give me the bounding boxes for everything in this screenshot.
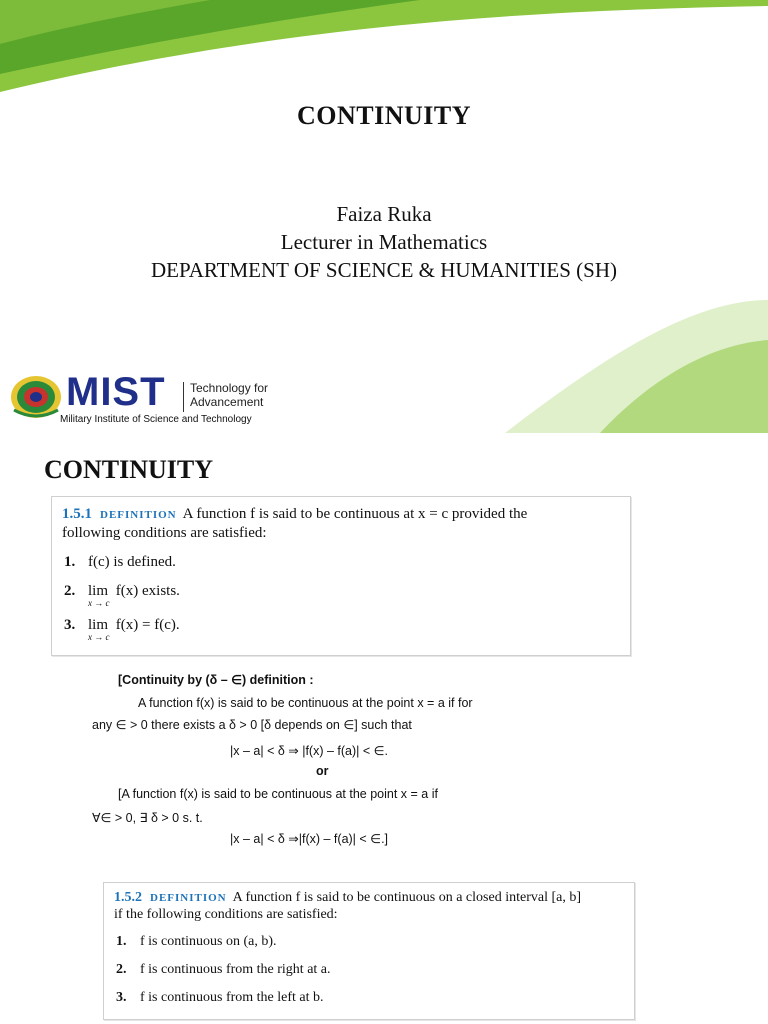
definition-2-text-1: A function f is said to be continuous on a closed interval [a, b] xyxy=(232,890,581,905)
definition-1-label: DEFINITION xyxy=(100,509,177,521)
author-role: Lecturer in Mathematics xyxy=(280,230,488,254)
definition-1-number: 1.5.1 xyxy=(62,506,92,522)
item-text: f is continuous on (a, b). xyxy=(140,934,277,949)
scan-or: or xyxy=(316,764,329,778)
item-text: f is continuous from the right at a. xyxy=(140,962,331,977)
definition-box-1 xyxy=(51,496,631,656)
definition-2-number: 1.5.2 xyxy=(114,890,142,905)
definition-2-item-3 xyxy=(116,990,324,1006)
item-number: 3. xyxy=(116,990,127,1005)
definition-1-item-1 xyxy=(64,554,176,571)
item-number: 3. xyxy=(64,617,76,633)
definition-box-2 xyxy=(103,882,635,1020)
definition-1-item-3 xyxy=(64,617,180,642)
limit-operator: lim x → c xyxy=(88,583,110,608)
slide-title: CONTINUITY xyxy=(296,101,472,130)
definition-1-header xyxy=(62,506,527,523)
department-name: DEPARTMENT OF SCIENCE & HUMANITIES (SH) xyxy=(150,258,618,282)
slide-title: CONTINUITY xyxy=(44,455,214,484)
scan-formula-1: |x – a| < δ ⇒ |f(x) – f(a)| < ∈. xyxy=(230,744,389,758)
logo-divider xyxy=(183,382,184,412)
item-text: f(x) = f(c). xyxy=(115,617,180,633)
definition-2-item-1 xyxy=(116,934,276,950)
definition-2-text-2: if the following conditions are satisfied: xyxy=(114,907,338,922)
logo-tagline xyxy=(190,381,268,409)
definition-2-header xyxy=(114,890,581,906)
author-block xyxy=(0,200,768,284)
scan-line-3: [A function f(x) is said to be continuous at the point x = a if xyxy=(118,787,438,801)
item-number: 2. xyxy=(64,583,76,599)
item-text: f(x) exists. xyxy=(115,583,180,599)
item-text: f is continuous from the left at b. xyxy=(140,990,324,1005)
scan-heading: [Continuity by (δ – ∈) definition : xyxy=(118,673,314,687)
limit-operator: lim x → c xyxy=(88,617,110,642)
logo-tagline-line-1: Technology for xyxy=(190,381,269,395)
scan-formula-2: |x – a| < δ ⇒|f(x) – f(a)| < ∈.] xyxy=(230,832,389,846)
definition-1-text-2: following conditions are satisfied: xyxy=(62,525,267,541)
item-number: 1. xyxy=(64,554,76,570)
item-number: 2. xyxy=(116,962,127,977)
mist-logo xyxy=(10,370,280,430)
author-name: Faiza Ruka xyxy=(336,202,432,226)
content-slide xyxy=(0,433,768,1024)
scan-line-2: any ∈ > 0 there exists a δ > 0 [δ depends on ∈] such that xyxy=(92,718,412,732)
definition-1-text-1: A function f is said to be continuous at x = c provided the xyxy=(182,506,528,522)
epsilon-delta-definition xyxy=(92,665,532,851)
definition-1-item-2 xyxy=(64,583,180,608)
definition-2-label: DEFINITION xyxy=(150,892,227,904)
logo-full-name: Military Institute of Science and Technology xyxy=(60,414,252,425)
item-text: f(c) is defined. xyxy=(88,554,176,570)
scan-line-1: A function f(x) is said to be continuous at the point x = a if for xyxy=(138,696,473,710)
definition-2-item-2 xyxy=(116,962,331,978)
mist-emblem-icon xyxy=(10,374,62,420)
item-number: 1. xyxy=(116,934,127,949)
logo-tagline-line-2: Advancement xyxy=(190,395,264,409)
scan-line-4: ∀∈ > 0, ∃ δ > 0 s. t. xyxy=(92,811,203,825)
logo-acronym: MIST xyxy=(66,370,166,414)
title-slide xyxy=(0,0,768,433)
